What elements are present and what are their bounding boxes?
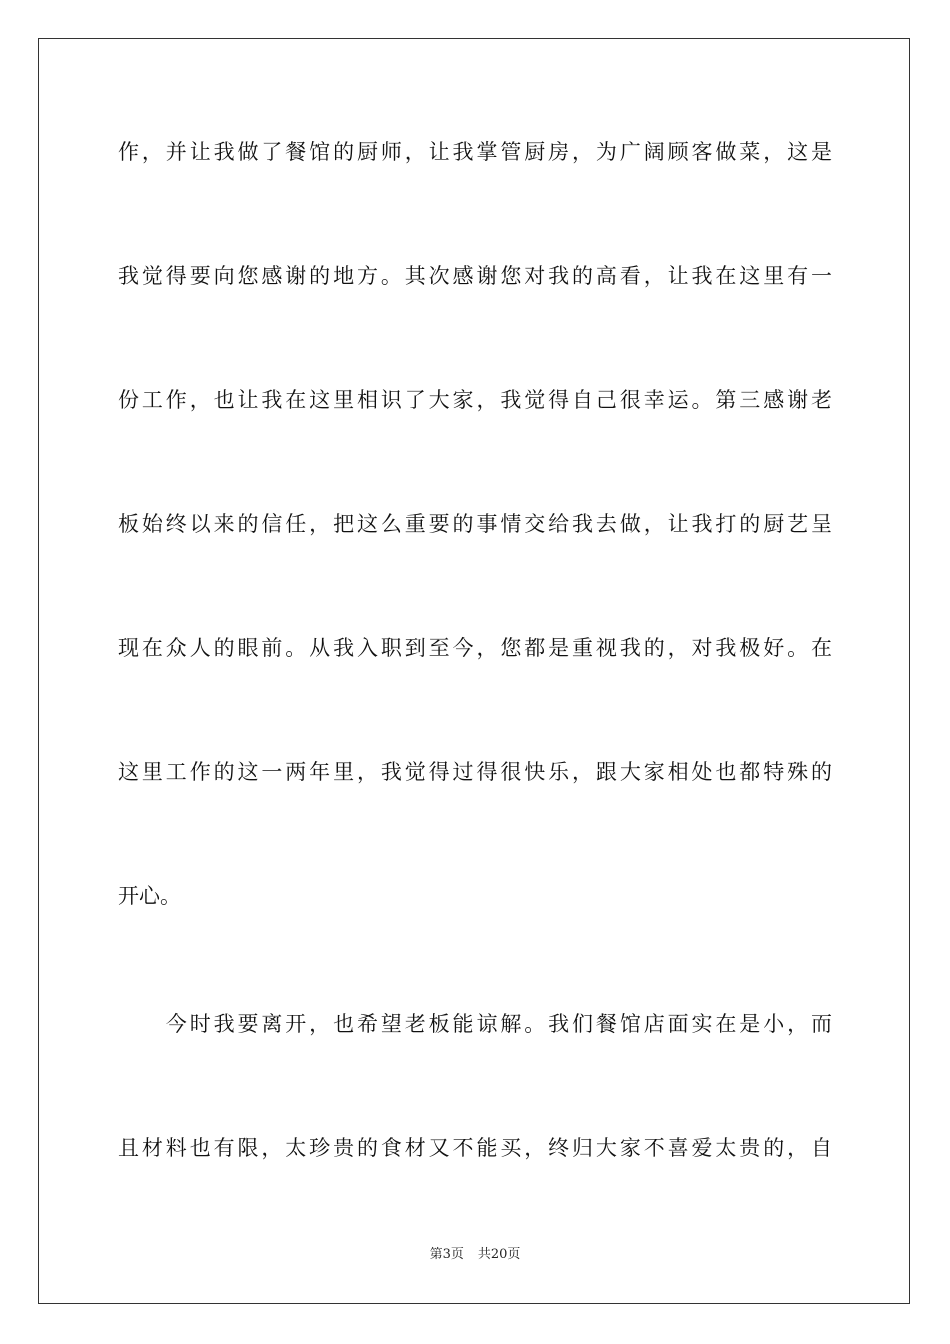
body-text-line-9: 且材料也有限，太珍贵的食材又不能买，终归大家不喜爱太贵的，自 [118,1136,832,1160]
page-total: 共20页 [477,1247,521,1262]
body-text-line-8: 今时我要离开，也希望老板能谅解。我们餐馆店面实在是小，而 [118,1012,832,1036]
page-number: 第3页 [429,1247,464,1262]
body-text-line-4: 板始终以来的信任，把这么重要的事情交给我去做，让我打的厨艺呈 [118,512,832,536]
body-text-line-7: 开心。 [118,884,181,908]
body-text-line-5: 现在众人的眼前。从我入职到至今，您都是重视我的，对我极好。在 [118,636,832,660]
page-border [38,38,910,1304]
body-text-line-6: 这里工作的这一两年里，我觉得过得很快乐，跟大家相处也都特殊的 [118,760,832,784]
body-text-line-2: 我觉得要向您感谢的地方。其次感谢您对我的高看，让我在这里有一 [118,264,832,288]
body-text-line-3: 份工作，也让我在这里相识了大家，我觉得自己很幸运。第三感谢老 [118,388,832,412]
body-text-line-1: 作，并让我做了餐馆的厨师，让我掌管厨房，为广阔顾客做菜，这是 [118,140,832,164]
page-footer [0,1246,950,1264]
